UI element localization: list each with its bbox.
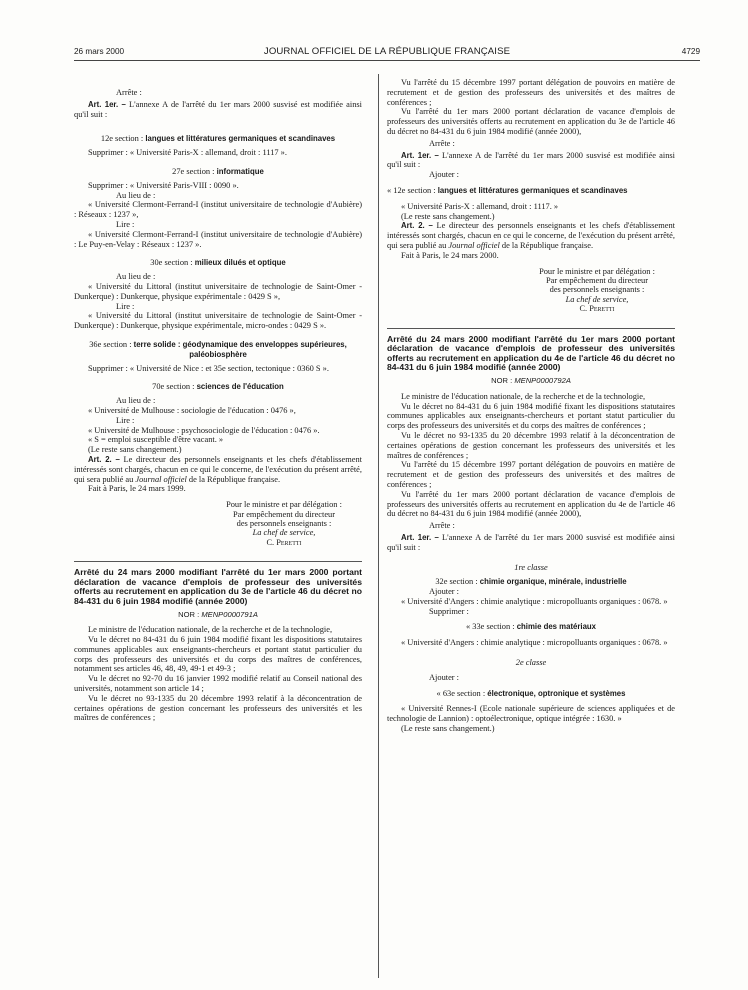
signature-block: Pour le ministre et par délégation : Par empêchement du directeur des personnels enseignants : La chef de service, C. Peretti: [206, 500, 362, 547]
ajouter: Ajouter :: [429, 170, 460, 180]
section-heading-63: « 63e section : électronique, optronique et systèmes: [436, 688, 626, 698]
classe-heading: 1re classe: [514, 562, 548, 572]
preamble-paragraph: Vu l'arrêté du 1er mars 2000 portant déclaration de vacance d'emplois de professeurs des universités offerts au recrutement en application du 4e de l'article 46 du décret no 84-431 du 6 juin 1984 modifié (année 2000),: [387, 489, 675, 519]
preamble-paragraph: Vu le décret no 84-431 du 6 juin 1984 modifié fixant les dispositions statutaires communes applicables aux enseignants-chercheurs et portant statut particulier du corps des professeurs des universités et du corps des maîtres de conférences, notamment ses articles 46, 48, 49, 49-1 et 49-3 ;: [74, 635, 362, 674]
right-column: [387, 78, 675, 734]
section-entry: « Université Clermont-Ferrand-I (institut universitaire de technologie d'Aubière) : Réseaux : 1237 »,: [74, 200, 362, 220]
nor-reference: NOR : MENP0000792A: [491, 375, 571, 385]
section-entry: « Université de Mulhouse : sociologie de l'éducation : 0476 »,: [88, 405, 296, 415]
article-2: Art. 2. – Le directeur des personnels enseignants et les chefs d'établissement intéressés sont chargés, chacun en ce qui le concerne, de l'exécution du présent arrêté, qui sera publié au Journal officiel de la République française.: [387, 221, 675, 250]
article-text: L'annexe A de l'arrêté du 1er mars 2000 susvisé est modifiée ainsi qu'il suit :: [74, 99, 362, 119]
section-entry: « Université Rennes-I (Ecole nationale supérieure de sciences appliquées et de technologie de Lannion) : optoélectronique, optique intégrée : 1630. »: [387, 704, 675, 724]
section-entry: « Université d'Angers : chimie analytique : micropolluants organiques : 0678. »: [401, 596, 668, 606]
section-heading-36: 36e section : terre solide : géodynamique des enveloppes supérieures, paléobiosphère: [89, 339, 347, 359]
section-entry: Supprimer : « Université Paris-X : allemand, droit : 1117 ».: [88, 148, 287, 158]
page-number: 4729: [681, 47, 700, 56]
preamble-paragraph: Vu le décret no 84-431 du 6 juin 1984 modifié fixant les dispositions statutaires communes applicables aux enseignants-chercheurs et portant statut particulier du corps des professeurs des universités et du corps des maîtres de conférences ;: [387, 401, 675, 431]
section-heading-30: 30e section : milieux dilués et optique: [150, 258, 286, 268]
preamble-paragraph: Vu le décret no 93-1335 du 20 décembre 1993 relatif à la déconcentration de certaines opérations de gestion concernant les professeurs des universités et les maîtres de conférences ;: [387, 430, 675, 460]
preamble-paragraph: Vu le décret no 93-1335 du 20 décembre 1993 relatif à la déconcentration de certaines opérations de gestion concernant les professeurs des universités et les maîtres de conférences ;: [74, 693, 362, 723]
section-heading-32: 32e section : chimie organique, minérale, industrielle: [435, 577, 627, 587]
fait-a-paris: Fait à Paris, le 24 mars 1999.: [88, 484, 186, 494]
section-entry: Supprimer : « Université Paris-VIII : 0090 ».: [88, 180, 239, 190]
au-lieu-de: Au lieu de :: [116, 190, 156, 200]
section-entry: « Université du Littoral (institut universitaire de technologie de Saint-Omer - Dunkerque) : Dunkerque, physique expérimentale : 0429 S »,: [74, 281, 362, 301]
article-2: Art. 2. – Le directeur des personnels enseignants et les chefs d'établissement intéressés sont chargés, chacun en ce qui le concerne, de l'exécution du présent arrêté, qui sera publié au Journal officiel de la République française.: [74, 454, 362, 484]
ajouter: Ajouter :: [429, 672, 460, 682]
lire: Lire :: [116, 219, 135, 229]
section-heading-27: 27e section : informatique: [172, 166, 264, 176]
signatory-name: C. Peretti: [579, 304, 615, 314]
decree-title: Arrêté du 24 mars 2000 modifiant l'arrêté du 1er mars 2000 portant déclaration de vacance d'emplois de professeur des universités offerts au recrutement en application du 4e de l'article 46 du décret no 84-431 du 6 juin 1984 modifié (année 2000): [387, 328, 675, 373]
fait-a-paris: Fait à Paris, le 24 mars 2000.: [401, 250, 499, 260]
supprimer: Supprimer :: [429, 606, 469, 616]
page-header: [74, 46, 700, 61]
article-label: Art. 1er. –: [88, 99, 126, 109]
decree-title: Arrêté du 24 mars 2000 modifiant l'arrêté du 1er mars 2000 portant déclaration de vacance d'emplois de professeur des universités offerts au recrutement en application du 3e de l'article 46 du décret no 84-431 du 6 juin 1984 modifié (année 2000): [74, 561, 362, 606]
reste-note: (Le reste sans changement.): [401, 724, 495, 734]
journal-title: JOURNAL OFFICIEL DE LA RÉPUBLIQUE FRANÇAISE: [263, 46, 511, 57]
signatory-name: C. Peretti: [266, 537, 302, 547]
ajouter: Ajouter :: [429, 587, 460, 597]
article-1: [74, 100, 362, 120]
classe-heading: 2e classe: [515, 658, 547, 668]
arrete-line: Arrête :: [429, 138, 455, 148]
article-1: Art. 1er. – L'annexe A de l'arrêté du 1er mars 2000 susvisé est modifiée ainsi qu'il suit :: [387, 532, 675, 552]
section-heading-70: 70e section : sciences de l'éducation: [152, 382, 284, 392]
header-date: 26 mars 2000: [74, 47, 125, 56]
section-entry: « Université de Mulhouse : psychosociologie de l'éducation : 0476 ».: [88, 425, 320, 435]
reste-note: (Le reste sans changement.): [401, 211, 495, 221]
preamble-paragraph: Le ministre de l'éducation nationale, de la recherche et de la technologie,: [401, 391, 646, 401]
section-entry: « Université Clermont-Ferrand-I (institut universitaire de technologie d'Aubière) : Le Puy-en-Velay : Réseaux : 1237 ».: [74, 229, 362, 249]
arrete-line: Arrête :: [429, 521, 455, 531]
lire: Lire :: [116, 301, 135, 311]
au-lieu-de: Au lieu de :: [116, 272, 156, 282]
lire: Lire :: [116, 415, 135, 425]
arrete-line: Arrête :: [116, 88, 142, 97]
reste-note: (Le reste sans changement.): [88, 445, 182, 455]
preamble-paragraph: Le ministre de l'éducation nationale, de la recherche et de la technologie,: [88, 625, 333, 635]
column-divider: [378, 74, 379, 978]
section-entry: « Université du Littoral (institut universitaire de technologie de Saint-Omer - Dunkerque) : Dunkerque, physique expérimentale, micro-ondes : 0429 S ».: [74, 311, 362, 331]
section-heading-33: « 33e section : chimie des matériaux: [465, 622, 597, 632]
au-lieu-de: Au lieu de :: [116, 396, 156, 406]
preamble-paragraph: Vu le décret no 92-70 du 16 janvier 1992 modifié relatif au Conseil national des universités, notamment son article 14 ;: [74, 674, 362, 694]
left-column: [74, 86, 362, 723]
preamble-paragraph: Vu l'arrêté du 15 décembre 1997 portant délégation de pouvoirs en matière de recrutement et de gestion des professeurs des universités et des maîtres de conférences ;: [387, 460, 675, 489]
signature-block: Pour le ministre et par délégation : Par empêchement du directeur des personnels enseignants : La chef de service, C. Peretti: [519, 267, 675, 314]
article-1: Art. 1er. – L'annexe A de l'arrêté du 1er mars 2000 susvisé est modifiée ainsi qu'il suit :: [387, 150, 675, 170]
vacancy-note: « S = emploi susceptible d'être vacant. »: [88, 435, 224, 445]
section-heading-12: « 12e section : langues et littératures germaniques et scandinaves: [387, 185, 628, 195]
preamble-paragraph: Vu l'arrêté du 15 décembre 1997 portant délégation de pouvoirs en matière de recrutement et de gestion des professeurs des universités et des maîtres de conférences ;: [387, 78, 675, 107]
nor-reference: NOR : MENP0000791A: [178, 609, 258, 619]
section-entry: Supprimer : « Université de Nice : et 35e section, tectonique : 0360 S ».: [88, 363, 329, 373]
section-entry: « Université d'Angers : chimie analytique : micropolluants organiques : 0678. »: [401, 638, 668, 648]
section-heading-12: 12e section : langues et littératures germaniques et scandinaves: [100, 134, 336, 144]
section-entry: « Université Paris-X : allemand, droit : 1117. »: [401, 201, 559, 211]
preamble-paragraph: Vu l'arrêté du 1er mars 2000 portant déclaration de vacance d'emplois de professeurs des universités offerts au recrutement en application du 3e de l'article 46 du décret no 84-431 du 6 juin 1984 modifié (année 2000),: [387, 107, 675, 136]
